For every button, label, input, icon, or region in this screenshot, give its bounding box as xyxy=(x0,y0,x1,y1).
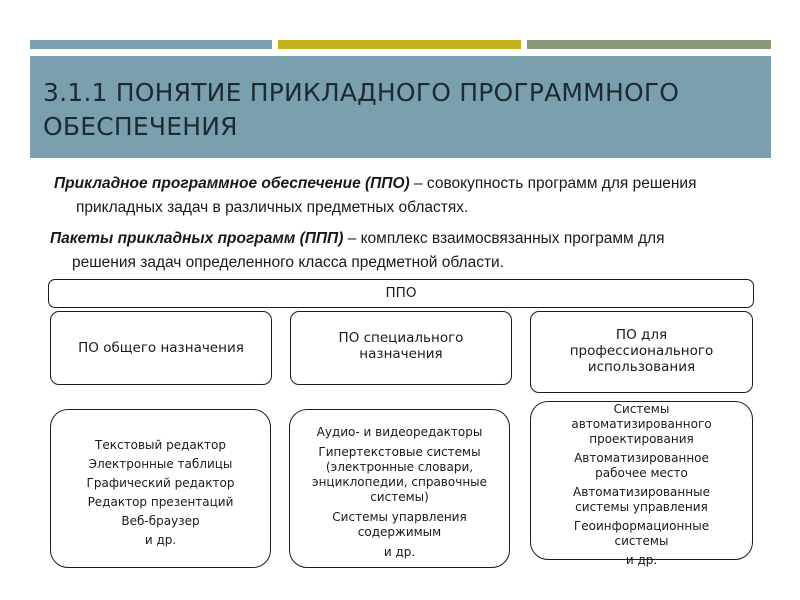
accent-bar-right xyxy=(527,40,771,49)
list-item: Автоматизированное рабочее место xyxy=(574,451,709,480)
diagram-root-label: ППО xyxy=(385,285,417,301)
list-item: Электронные таблицы xyxy=(88,457,233,471)
category-label: ПО общего назначения xyxy=(78,340,244,356)
category-label: профессионального xyxy=(569,343,714,359)
definition-text: – комплекс взаимосвязанных программ для xyxy=(343,230,665,247)
list-item: и др. xyxy=(144,533,177,547)
category-label: использования xyxy=(587,359,696,375)
diagram-root-ppo xyxy=(48,279,754,308)
definition-text-line2: прикладных задач в различных предметных областях. xyxy=(76,199,469,216)
accent-bar-left xyxy=(30,40,272,49)
category-label: ПО специального xyxy=(338,330,464,346)
definition-text: – совокупность программ для решения xyxy=(409,175,697,192)
list-item: Автоматизированные системы управления xyxy=(573,485,710,514)
list-professional-use xyxy=(530,401,753,567)
list-item: Веб-браузер xyxy=(121,514,200,528)
definition-ppp xyxy=(50,227,750,275)
definition-term: Прикладное программное обеспечение (ППО) xyxy=(54,175,410,192)
category-label: ПО для xyxy=(615,327,668,343)
list-item: Геоинформационные системы xyxy=(573,519,710,548)
category-label: назначения xyxy=(359,346,443,362)
list-item: и др. xyxy=(625,553,658,567)
slide-title-line2: ОБЕСПЕЧЕНИЯ xyxy=(43,112,238,141)
slide-title xyxy=(43,76,679,144)
list-item: Редактор презентаций xyxy=(87,495,234,509)
list-item: Гипертекстовые системы (электронные словари, энциклопедии, справочные системы) xyxy=(311,445,488,504)
list-item: Системы упарвления содержимым xyxy=(332,510,467,539)
list-item: и др. xyxy=(383,545,416,559)
list-item: Аудио- и видеоредакторы xyxy=(316,425,483,439)
category-general-purpose xyxy=(50,311,272,385)
category-special-purpose xyxy=(290,311,512,385)
list-special-purpose xyxy=(289,409,510,568)
definition-ppo xyxy=(54,172,754,220)
slide-title-line1: 3.1.1 ПОНЯТИЕ ПРИКЛАДНОГО ПРОГРАММНОГО xyxy=(43,78,680,107)
list-item: Графический редактор xyxy=(86,476,235,490)
definition-term: Пакеты прикладных программ (ППП) xyxy=(50,230,344,247)
category-professional-use xyxy=(530,311,753,393)
definition-text-line2: решения задач определенного класса предметной области. xyxy=(72,254,505,271)
title-band xyxy=(30,56,771,158)
accent-bar-middle xyxy=(278,40,521,49)
list-general-purpose xyxy=(50,409,271,568)
list-item: Текстовый редактор xyxy=(95,438,226,452)
list-item: Системы автоматизированного проектирования xyxy=(571,402,712,446)
